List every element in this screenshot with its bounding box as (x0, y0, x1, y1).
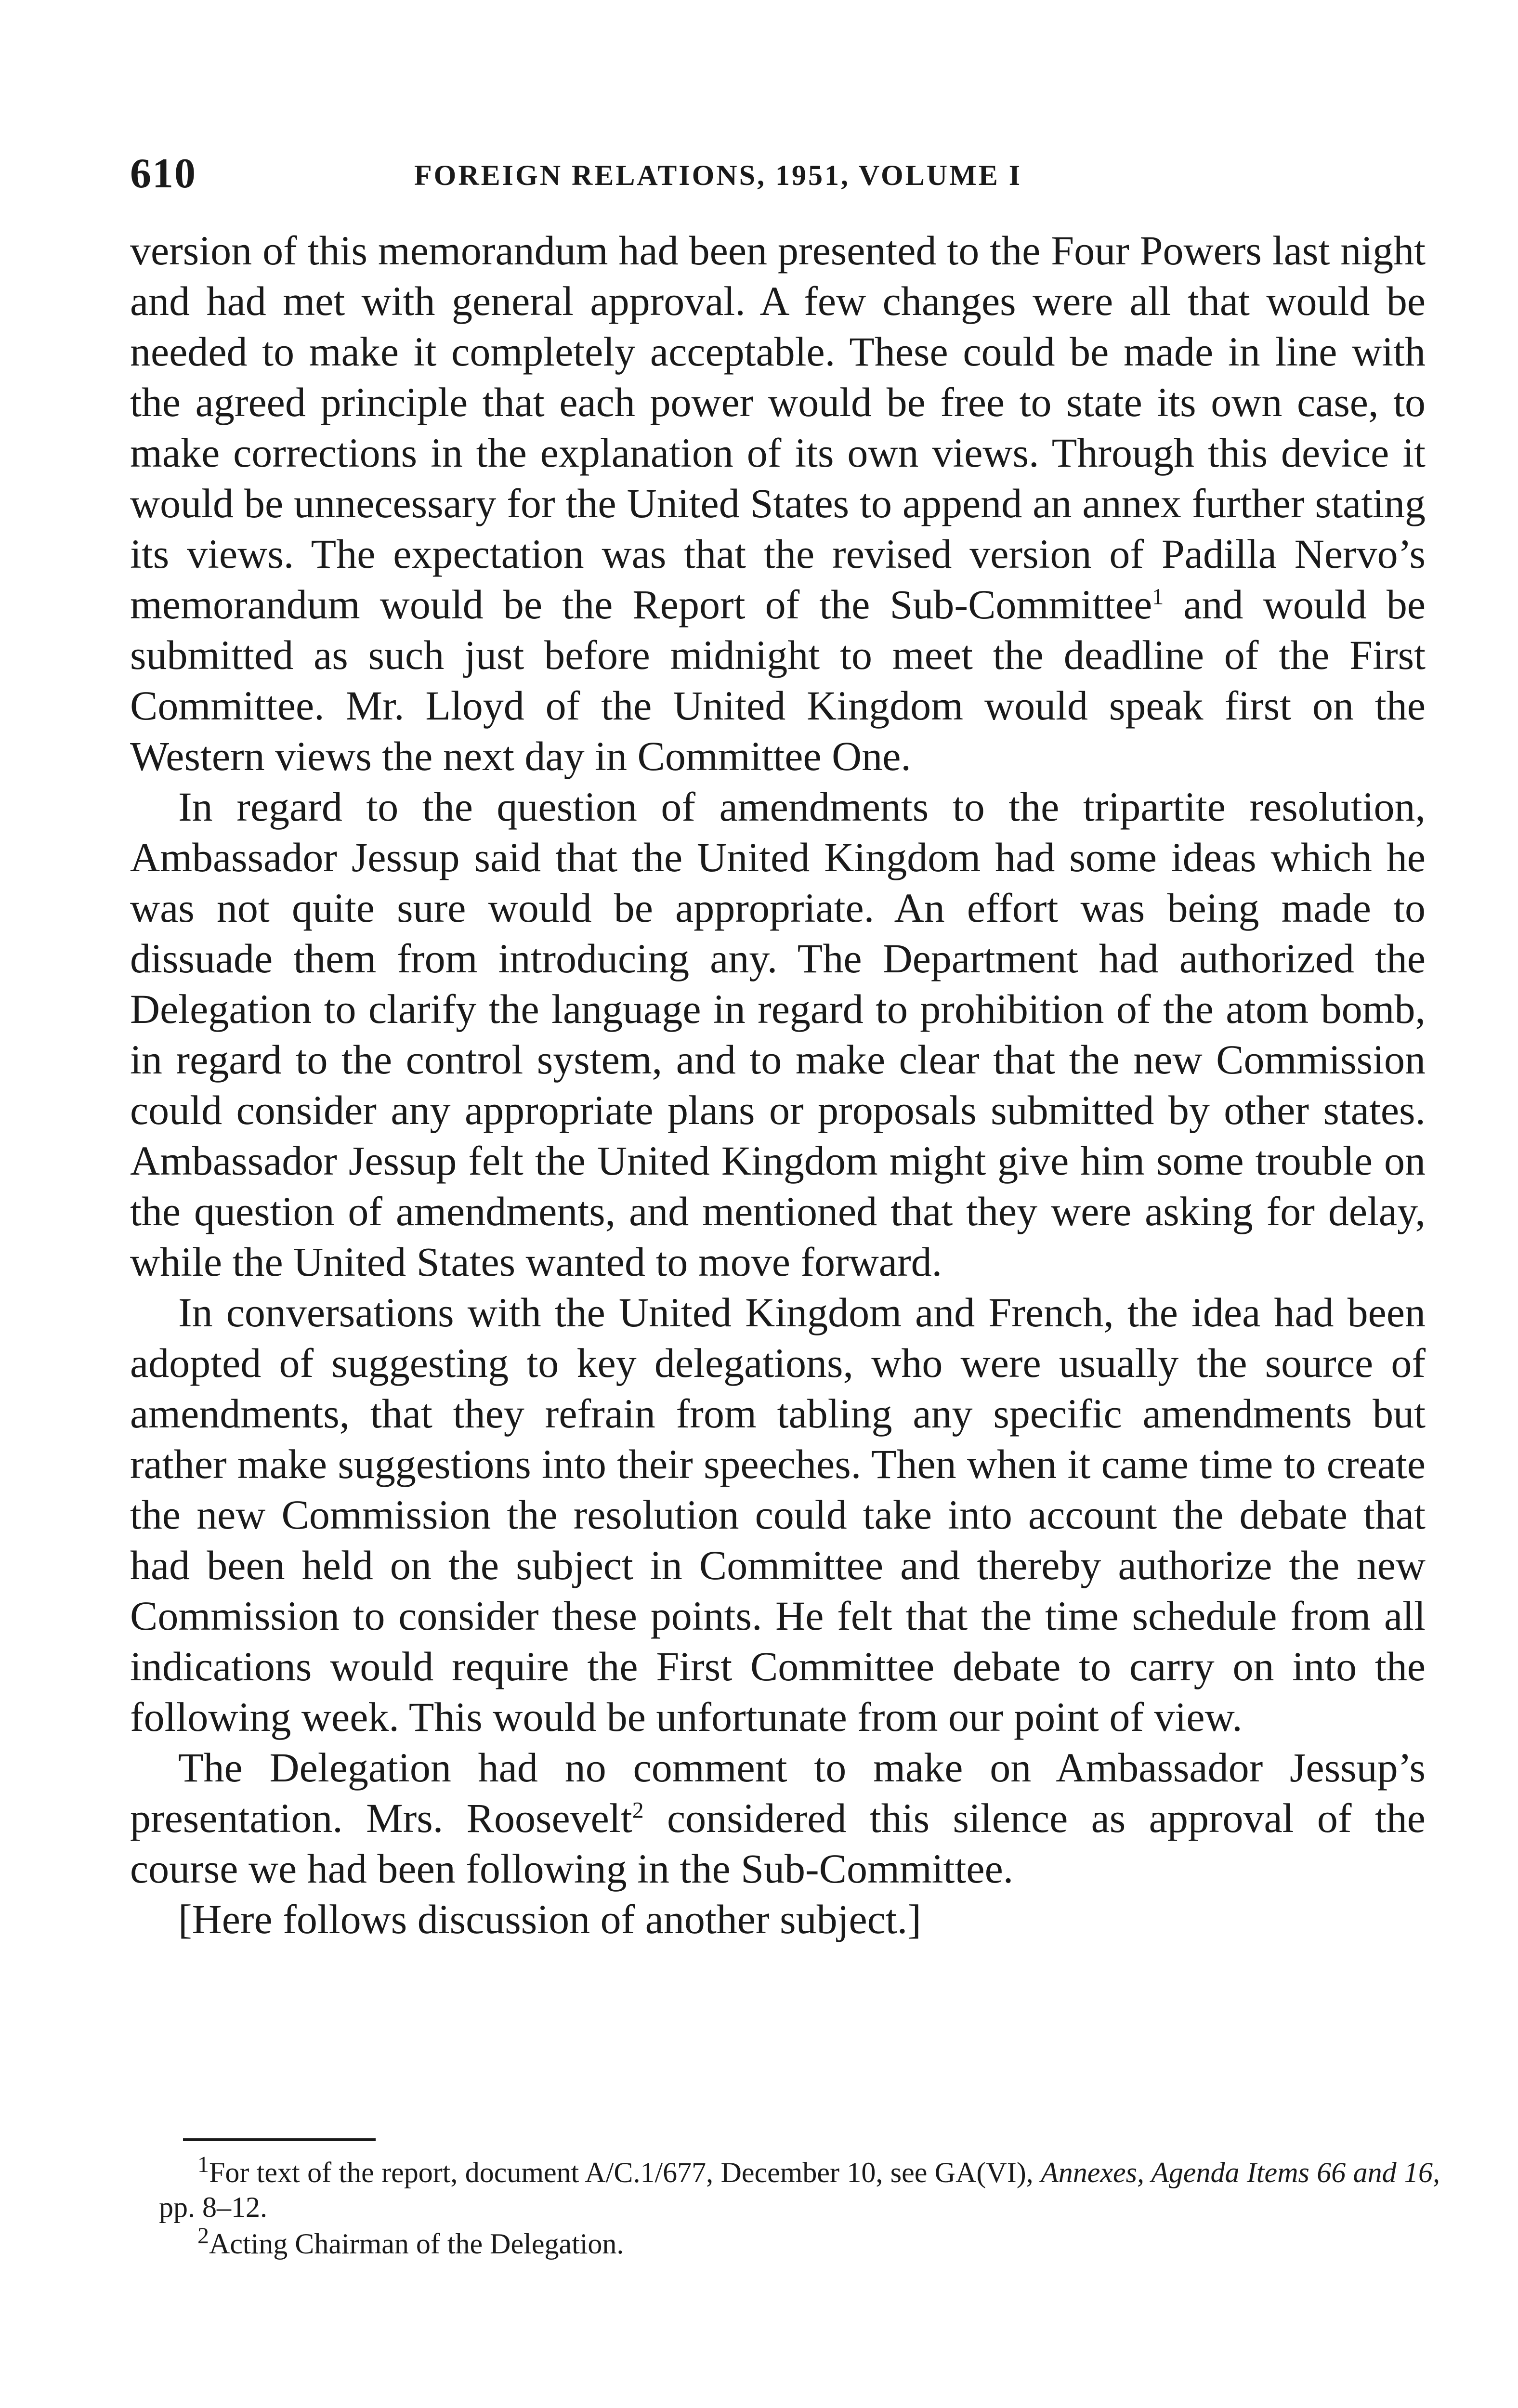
footnote-1-italic: Annexes, Agenda Items 66 and 16, (1041, 2157, 1440, 2188)
body-text (130, 225, 1426, 1945)
paragraph-4 (130, 1742, 1426, 1894)
paragraph-1-text-b: and would be submitted as such just before midnight to meet the deadline of the First Committee. Mr. Lloyd of the United Kingdom would speak first on the Western views the next day in Committee One. (130, 581, 1426, 779)
footnote-marker-2: 2 (197, 2223, 209, 2249)
footnotes (159, 2152, 1440, 2263)
footnote-divider (183, 2138, 376, 2141)
footnote-ref-1: 1 (1152, 584, 1164, 610)
page-number: 610 (130, 150, 196, 197)
paragraph-1 (130, 225, 1426, 782)
paragraph-1-text-a: version of this memorandum had been presented to the Four Powers last night and had met with general approval. A few changes were all that would be needed to make it completely acceptable. These could be made in line with the agreed principle that each power would be free to state its own case, to make corrections in the explanation of its own views. Through this device it would be unnecessary for the United States to append an annex further stating its views. The expectation was that the revised version of Padilla Nervo’s memorandum would be the Report of the Sub-Committee (130, 227, 1426, 628)
footnote-2 (159, 2223, 1440, 2261)
footnote-marker-1: 1 (197, 2152, 209, 2177)
page-header (130, 144, 1440, 217)
footnote-ref-2: 2 (632, 1797, 644, 1823)
paragraph-3: In conversations with the United Kingdom and French, the idea had been adopted of suggesting to key delegations, who were usually the source of amendments, that they refrain from tabling any specific amendments but rather make suggestions into their speeches. Then when it came time to create the new Commission the resolution could take into account the debate that had been held on the subject in Committee and thereby authorize the new Commission to consider these points. He felt that the time schedule from all indications would require the First Committee debate to carry on into the following week. This would be unfortunate from our point of view. (130, 1289, 1426, 1740)
paragraph-4-text-a: The Delegation had no comment to make on Ambassador Jessup’s presentation. Mrs. Roosevelt (130, 1744, 1426, 1841)
footnote-1-tail: pp. 8–12. (159, 2191, 267, 2223)
paragraph-4-text-b: considered this silence as approval of the course we had been following in the Sub-Committee. (130, 1795, 1426, 1892)
footnote-2-text: Acting Chairman of the Delegation. (209, 2228, 624, 2260)
running-head: FOREIGN RELATIONS, 1951, VOLUME I (414, 159, 1022, 191)
footnote-1-text: For text of the report, document A/C.1/677, December 10, see GA(VI), (209, 2157, 1041, 2188)
paragraph-5: [Here follows discussion of another subject.] (178, 1896, 921, 1942)
footnote-1 (159, 2152, 1440, 2225)
paragraph-2: In regard to the question of amendments to the tripartite resolution, Ambassador Jessup said that the United Kingdom had some ideas which he was not quite sure would be appropriate. An effort was being made to dissuade them from introducing any. The Department had authorized the Delegation to clarify the language in regard to prohibition of the atom bomb, in regard to the control system, and to make clear that the new Commission could consider any appropriate plans or proposals submitted by other states. Ambassador Jessup felt the United Kingdom might give him some trouble on the question of amendments, and mentioned that they were asking for delay, while the United States wanted to move forward. (130, 784, 1426, 1285)
